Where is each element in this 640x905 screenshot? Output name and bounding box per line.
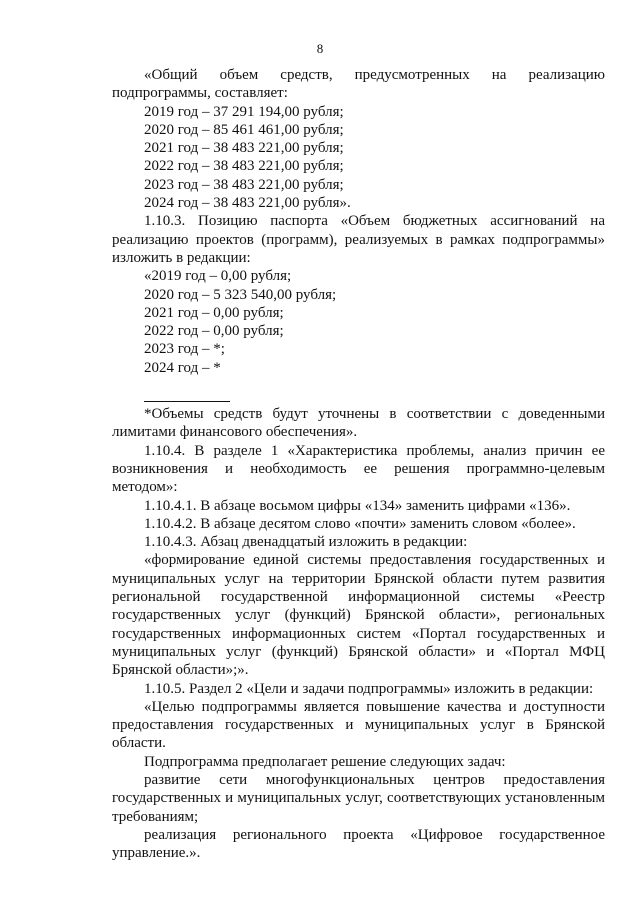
footnote-separator (144, 401, 230, 402)
year-line: 2022 год – 0,00 рубля; (144, 323, 284, 340)
year-line: 2020 год – 5 323 540,00 рубля; (144, 286, 337, 303)
paragraph-total-volume: «Общий объем средств, предусмотренных на реализацию подпрограммы, составляет: (112, 67, 605, 102)
year-line: 2022 год – 38 483 221,00 рубля; (144, 158, 344, 175)
paragraph-1-10-3: 1.10.3. Позицию паспорта «Объем бюджетных ассигнований на реализацию проектов (программ), реализуемых в рамках подпрограммы» изложить в редакции: (112, 213, 605, 266)
year-line: 2024 год – 38 483 221,00 рубля». (144, 195, 351, 212)
task-item: развитие сети многофункциональных центров предоставления государственных и муниципальных услуг, соответствующих установленным требованиям; (112, 771, 605, 825)
document-body (112, 66, 605, 862)
year-line: 2021 год – 0,00 рубля; (144, 304, 284, 321)
page-number: 8 (316, 41, 324, 56)
year-line: «2019 год – 0,00 рубля; (144, 268, 292, 285)
paragraph-1-10-4-3: 1.10.4.3. Абзац двенадцатый изложить в редакции: (144, 534, 468, 551)
paragraph-1-10-5: 1.10.5. Раздел 2 «Цели и задачи подпрограммы» изложить в редакции: (144, 680, 594, 697)
paragraph-1-10-4: 1.10.4. В разделе 1 «Характеристика проблемы, анализ причин ее возникновения и необходимость ее решения программно-целевым методом»: (112, 442, 605, 496)
paragraph-1-10-4-2: 1.10.4.2. В абзаце десятом слово «почти» заменить словом «более». (144, 515, 576, 532)
quote-paragraph-twelve: «формирование единой системы предоставления государственных и муниципальных услуг на территории Брянской области путем развития региональной государственной информационной системы «Реестр государственных услуг (функций) Брянской области», региональных государственных информационных систем «Портал государственных и муниципальных услуг (функций) Брянской области» и «Портал МФЦ Брянской области»;». (112, 552, 605, 679)
year-line: 2024 год – * (144, 359, 221, 376)
footnote: *Объемы средств будут уточнены в соответствии с доведенными лимитами финансового обеспечения». (112, 406, 605, 441)
year-line: 2021 год – 38 483 221,00 рубля; (144, 140, 344, 157)
year-line: 2020 год – 85 461 461,00 рубля; (144, 121, 344, 138)
year-line: 2019 год – 37 291 194,00 рубля; (144, 103, 344, 120)
year-line: 2023 год – *; (144, 341, 225, 358)
tasks-intro: Подпрограмма предполагает решение следующих задач: (144, 753, 506, 770)
year-line: 2023 год – 38 483 221,00 рубля; (144, 176, 344, 193)
task-item: реализация регионального проекта «Цифровое государственное управление.». (112, 826, 605, 862)
paragraph-1-10-4-1: 1.10.4.1. В абзаце восьмом цифры «134» заменить цифрами «136». (144, 497, 571, 514)
goal-paragraph: «Целью подпрограммы является повышение качества и доступности предоставления государственных и муниципальных услуг в Брянской области. (112, 698, 605, 752)
